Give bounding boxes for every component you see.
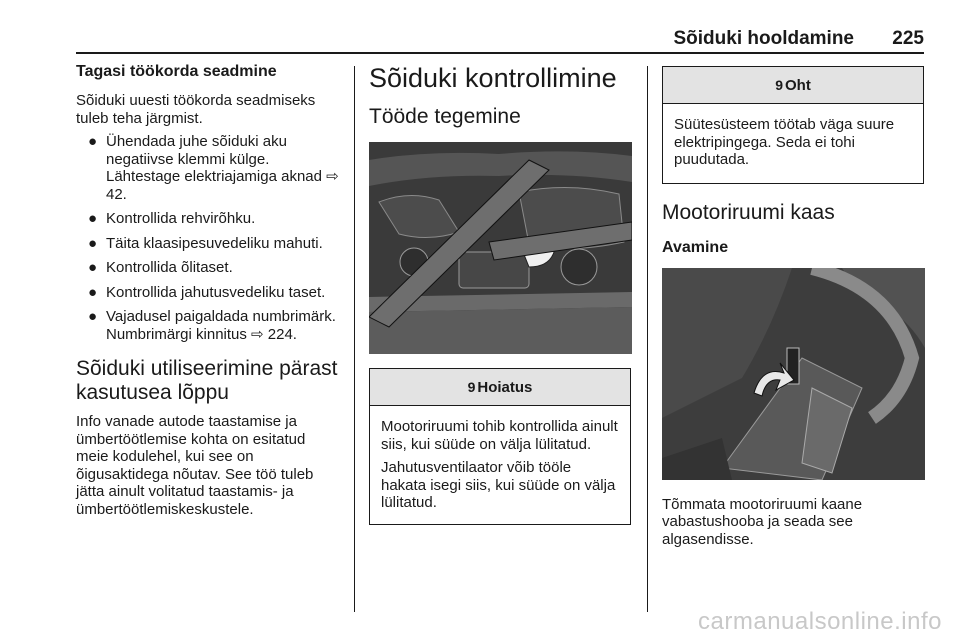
subheading-opening: Avamine <box>662 238 729 256</box>
danger-box <box>662 66 924 184</box>
list-item: ● Vajadusel paigaldada numbrimärk. Numbrimärgi kinnitus ⇨ 224. <box>88 308 336 343</box>
engine-bay-illustration <box>369 142 632 354</box>
warning-triangle-icon: 9 <box>467 379 476 395</box>
warning-box-header <box>370 369 630 406</box>
list-item: ● Ühendada juhe sõiduki aku negatiivse klemmi külge. Lähtestage elektriajamiga aknad ⇨ 42. <box>88 133 339 203</box>
chapter-title: Sõiduki hooldamine <box>673 28 854 49</box>
bullet-icon: ● <box>88 283 98 301</box>
column-divider-1 <box>354 66 355 612</box>
list-item: ● Kontrollida rehvirõhku. <box>88 210 256 227</box>
bullet-icon: ● <box>88 210 98 227</box>
section-heading-inspection: Sõiduki kontrollimine <box>369 63 617 93</box>
header-rule <box>76 52 924 54</box>
page-number: 225 <box>892 28 924 49</box>
subheading-work: Tööde tegemine <box>369 105 521 128</box>
warning-paragraph-2: Jahutusventilaator võib tööle hakata isegi siis, kui süüde on välja lülitatud. <box>381 459 616 511</box>
danger-box-body <box>663 104 923 183</box>
restore-list <box>76 133 340 343</box>
disposal-text: Info vanade autode taastamise ja ümbertöötlemise kohta on esitatud meie kodulehel, kui see on õigusaktidega nõutav. See töö tuleb jätta ainult volitatud taastamis- ja ümbertöötlemiskeskustele. <box>76 413 314 518</box>
list-item: ● Täita klaasipesuvedeliku mahuti. <box>88 234 323 252</box>
warning-box <box>369 368 631 525</box>
danger-text: Süütesüsteem töötab väga suure elektripingega. Seda ei tohi puudutada. <box>674 116 895 168</box>
danger-box-title: Oht <box>784 77 811 94</box>
engine-bay-drawing <box>369 142 632 354</box>
column-2 <box>369 62 632 525</box>
bullet-icon: ● <box>88 259 98 276</box>
hood-opening-text: Tõmmata mootoriruumi kaane vabastushooba ja seada see algasendisse. <box>662 495 863 548</box>
hood-release-drawing <box>662 268 925 480</box>
warning-paragraph-1: Mootoriruumi tohib kontrollida ainult siis, kui süüde on välja lülitatud. <box>381 418 618 453</box>
danger-box-header <box>663 67 923 104</box>
section-heading-hood: Mootoriruumi kaas <box>662 200 835 224</box>
column-1 <box>76 62 340 524</box>
warning-box-title: Hoiatus <box>477 379 533 396</box>
column-3 <box>662 66 925 554</box>
list-item: ● Kontrollida õlitaset. <box>88 259 233 276</box>
warning-box-body <box>370 406 630 524</box>
list-item: ● Kontrollida jahutusvedeliku taset. <box>88 283 326 301</box>
watermark: carmanualsonline.info <box>698 608 942 635</box>
column-divider-2 <box>647 66 648 612</box>
section-heading-disposal: Sõiduki utiliseerimine pärast kasutusea lõppu <box>76 357 338 404</box>
hood-release-illustration <box>662 268 925 480</box>
bullet-icon: ● <box>88 133 98 150</box>
restore-intro: Sõiduki uuesti töökorda seadmiseks tuleb teha järgmist. <box>76 92 316 127</box>
bullet-icon: ● <box>88 308 98 325</box>
danger-triangle-icon: 9 <box>775 77 783 93</box>
section-heading-restore: Tagasi töökorda seadmine <box>76 63 277 80</box>
bullet-icon: ● <box>88 234 98 252</box>
page-header <box>76 28 924 50</box>
